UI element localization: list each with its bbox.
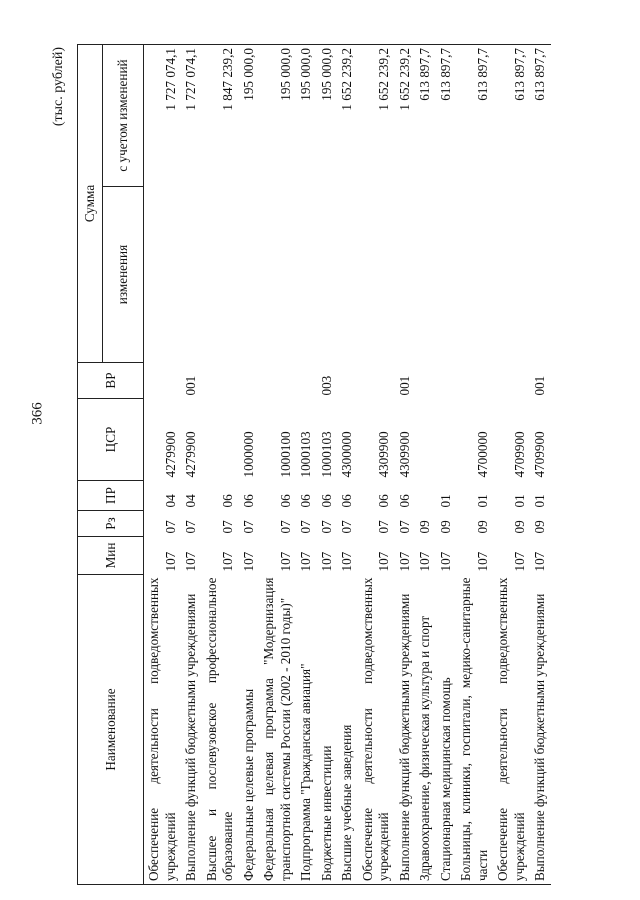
table-row <box>456 45 493 885</box>
row-vr: 003 <box>318 375 334 396</box>
table-row <box>202 45 239 885</box>
row-changes <box>202 187 239 363</box>
row-total: 1 727 074,1 <box>162 48 178 111</box>
row-csr: 4309900 <box>396 431 412 478</box>
row-vr <box>456 363 493 399</box>
row-csr: 4279900 <box>162 431 178 478</box>
row-changes <box>456 187 493 363</box>
table-row <box>181 45 202 885</box>
header-csr: ЦСР <box>78 399 144 481</box>
row-rz: 07 <box>396 520 412 534</box>
row-min: 107 <box>240 551 256 572</box>
row-min: 107 <box>376 551 391 572</box>
row-pr: 06 <box>318 494 334 508</box>
header-with-changes: с учетом изменений <box>103 45 144 187</box>
row-pr: 04 <box>183 494 198 508</box>
table-row <box>395 45 416 885</box>
row-csr <box>415 399 436 481</box>
row-csr: 4700000 <box>474 431 490 478</box>
row-csr: 1000103 <box>298 431 313 478</box>
row-csr: 4309900 <box>376 431 391 478</box>
row-changes <box>415 187 436 363</box>
row-name: Обеспечение деятельности подведомственных учреждений <box>146 577 178 881</box>
row-changes <box>296 187 317 363</box>
row-min: 107 <box>162 551 178 572</box>
row-pr: 01 <box>532 494 547 508</box>
row-total: 613 897,7 <box>474 48 490 101</box>
header-sum: Сумма <box>78 45 103 363</box>
row-pr: 06 <box>396 494 412 508</box>
row-min: 107 <box>220 551 235 572</box>
row-changes <box>259 187 296 363</box>
row-pr: 01 <box>474 494 490 508</box>
header-changes: изменения <box>103 187 144 363</box>
row-min: 107 <box>277 551 293 572</box>
row-rz: 07 <box>318 520 334 534</box>
row-min: 107 <box>474 551 490 572</box>
row-total: 613 897,7 <box>437 48 453 101</box>
row-total: 195 000,0 <box>298 48 313 101</box>
table-row <box>493 45 530 885</box>
row-changes <box>395 187 416 363</box>
row-name: Подпрограмма "Гражданская авиация" <box>298 663 313 881</box>
row-vr: 001 <box>396 375 412 396</box>
row-name: Бюджетные инвестиции <box>318 745 334 881</box>
row-min: 107 <box>511 551 527 572</box>
row-vr: 001 <box>183 375 198 396</box>
rotated-page-content <box>45 45 605 885</box>
row-pr: 06 <box>298 494 313 508</box>
row-total: 613 897,7 <box>511 48 527 101</box>
row-rz: 09 <box>532 520 547 534</box>
row-rz: 09 <box>511 520 527 534</box>
table-row <box>415 45 436 885</box>
row-total: 1 652 239,2 <box>396 48 412 111</box>
row-name: Высшее и послевузовское профессиональное образование <box>203 577 235 881</box>
row-name: Федеральная целевая программа "Модернизация транспортной системы России (2002 - 2010 годы)" <box>261 577 293 881</box>
row-rz: 07 <box>220 520 235 534</box>
row-vr <box>493 363 530 399</box>
row-total: 195 000,0 <box>240 48 256 101</box>
row-min: 107 <box>437 551 453 572</box>
row-total: 195 000,0 <box>318 48 334 101</box>
budget-table <box>77 44 551 885</box>
row-min: 107 <box>417 551 432 572</box>
row-rz: 07 <box>376 520 391 534</box>
row-total: 613 897,7 <box>417 48 432 101</box>
row-min: 107 <box>298 551 313 572</box>
row-rz: 09 <box>417 520 432 534</box>
row-name: Выполнение функций бюджетными учреждениями <box>532 593 547 881</box>
row-pr: 06 <box>376 494 391 508</box>
row-csr: 1000103 <box>318 431 334 478</box>
row-min: 107 <box>318 551 334 572</box>
header-vr: ВР <box>78 363 144 399</box>
row-name: Выполнение функций бюджетными учреждениями <box>396 593 412 881</box>
table-row <box>144 45 182 885</box>
table-body <box>144 45 551 885</box>
row-csr: 1000100 <box>277 431 293 478</box>
row-changes <box>181 187 202 363</box>
row-rz: 09 <box>474 520 490 534</box>
row-name: Выполнение функций бюджетными учреждениями <box>183 593 198 881</box>
row-rz: 09 <box>437 520 453 534</box>
row-changes <box>317 187 338 363</box>
row-min: 107 <box>532 551 547 572</box>
row-name: Больницы, клиники, госпитали, медико-санитарные части <box>458 577 490 881</box>
row-changes <box>239 187 260 363</box>
table-row <box>337 45 358 885</box>
row-changes <box>530 187 551 363</box>
row-pr: 06 <box>240 494 256 508</box>
row-csr <box>202 399 239 481</box>
row-vr: 001 <box>532 375 547 396</box>
page-number: 366 <box>29 402 46 425</box>
row-rz: 07 <box>339 520 354 534</box>
table-header <box>78 45 144 885</box>
row-pr: 01 <box>511 494 527 508</box>
row-name: Стационарная медицинская помощь <box>437 677 453 881</box>
row-changes <box>436 187 457 363</box>
row-vr <box>202 363 239 399</box>
header-pr: ПР <box>78 481 144 511</box>
table-row <box>296 45 317 885</box>
table-row <box>317 45 338 885</box>
row-min: 107 <box>339 551 354 572</box>
row-vr <box>436 363 457 399</box>
header-min: Мин <box>78 537 144 575</box>
row-name: Федеральные целевые программы <box>240 688 256 881</box>
row-min: 107 <box>396 551 412 572</box>
row-changes <box>144 187 182 363</box>
units-label: (тыс. рублей) <box>51 47 66 127</box>
row-pr: 06 <box>339 494 354 508</box>
row-pr: 01 <box>437 494 453 508</box>
row-csr: 1000000 <box>240 431 256 478</box>
table-row <box>358 45 395 885</box>
row-vr <box>358 363 395 399</box>
table-row <box>530 45 551 885</box>
row-vr <box>144 363 182 399</box>
row-vr <box>415 363 436 399</box>
row-changes <box>337 187 358 363</box>
row-total: 613 897,7 <box>532 48 547 101</box>
row-rz: 07 <box>183 520 198 534</box>
row-pr: 04 <box>162 494 178 508</box>
row-changes <box>493 187 530 363</box>
row-vr <box>259 363 296 399</box>
row-changes <box>358 187 395 363</box>
row-rz: 07 <box>277 520 293 534</box>
row-name: Высшие учебные заведения <box>339 724 354 881</box>
row-rz: 07 <box>298 520 313 534</box>
row-csr: 4279900 <box>183 431 198 478</box>
row-vr <box>296 363 317 399</box>
header-rz: Рз <box>78 511 144 537</box>
row-pr <box>415 481 436 511</box>
row-vr <box>239 363 260 399</box>
row-min: 107 <box>183 551 198 572</box>
row-total: 1 847 239,2 <box>220 48 235 111</box>
table-row <box>259 45 296 885</box>
row-vr <box>337 363 358 399</box>
row-rz: 07 <box>240 520 256 534</box>
row-pr: 06 <box>220 494 235 508</box>
row-rz: 07 <box>162 520 178 534</box>
row-total: 195 000,0 <box>277 48 293 101</box>
row-name: Обеспечение деятельности подведомственных учреждений <box>359 577 391 881</box>
row-csr: 4300000 <box>339 431 354 478</box>
row-csr <box>436 399 457 481</box>
table-row <box>239 45 260 885</box>
header-name: Наименование <box>78 575 144 885</box>
table-row <box>436 45 457 885</box>
row-total: 1 652 239,2 <box>339 48 354 111</box>
row-name: Здравоохранение, физическая культура и спорт <box>417 615 432 881</box>
row-csr: 4709900 <box>511 431 527 478</box>
row-total: 1 652 239,2 <box>376 48 391 111</box>
row-name: Обеспечение деятельности подведомственных учреждений <box>495 577 527 881</box>
row-pr: 06 <box>277 494 293 508</box>
row-csr: 4709900 <box>532 431 547 478</box>
row-total: 1 727 074,1 <box>183 48 198 111</box>
